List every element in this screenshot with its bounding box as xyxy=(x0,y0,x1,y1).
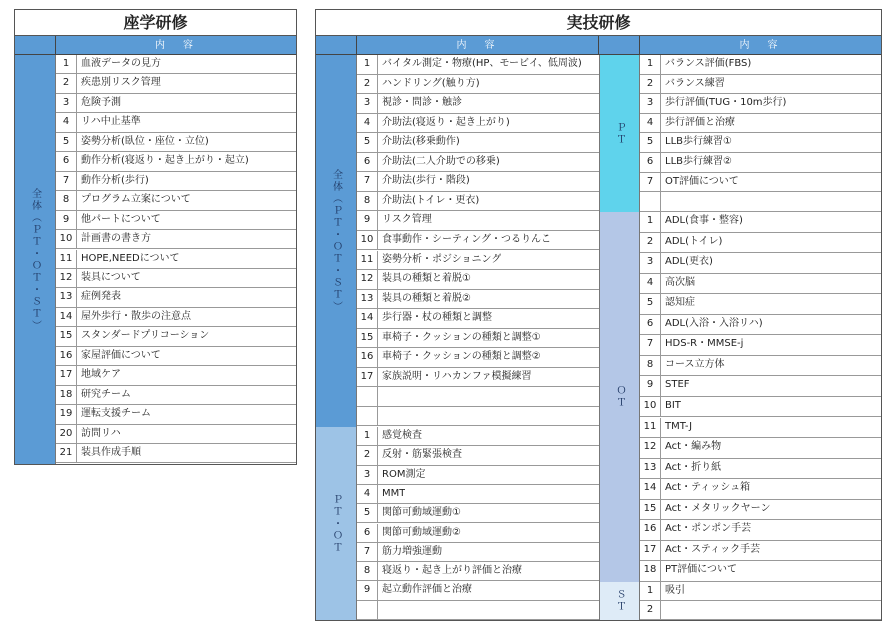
practical-pt-ot-row-text: 反射・筋緊張検査 xyxy=(382,449,462,461)
practical-category-pt: ＰＴ xyxy=(599,55,640,212)
practical-all-row xyxy=(357,348,599,368)
practical-ot-row-text: Act・折り紙 xyxy=(665,461,722,473)
practical-ot-row-number: 9 xyxy=(640,376,661,396)
practical-all-row xyxy=(357,75,599,95)
practical-all-row-text: 車椅子・クッションの種類と調整② xyxy=(382,351,541,363)
practical-pt-row-text: バランス評価(FBS) xyxy=(665,58,752,69)
practical-pt-row xyxy=(640,153,881,173)
lecture-row-text: HOPE,NEEDについて xyxy=(81,252,180,264)
practical-pt-ot-row-text: 寝返り・起き上がり評価と治療 xyxy=(382,565,522,577)
practical-pt-ot-row-text: 関節可動域運動① xyxy=(382,507,461,519)
lecture-row xyxy=(56,425,296,444)
lecture-row-text: 装具について xyxy=(81,271,141,283)
practical-pt-ot-row-number: 7 xyxy=(357,543,378,561)
practical-pt-ot-row-text: MMT xyxy=(382,487,406,499)
practical-all-row-text: 介助法(二人介助での移乗) xyxy=(382,155,500,167)
practical-all-row-text: 介助法(歩行・階段) xyxy=(382,175,470,187)
practical-pt-row-number: 4 xyxy=(640,114,661,133)
practical-pt-ot-row-text: 起立動作評価と治療 xyxy=(382,584,472,596)
practical-pt-ot-row-number: 1 xyxy=(357,427,378,445)
practical-pt-ot-row-text: ROM測定 xyxy=(382,468,426,480)
practical-pt-ot-row-number: 6 xyxy=(357,524,378,542)
practical-all-row-number: 7 xyxy=(357,172,378,191)
practical-pt-row-text: LLB歩行練習② xyxy=(665,156,732,167)
practical-all-row xyxy=(357,251,599,271)
practical-training-title: 実技研修 xyxy=(316,10,881,36)
practical-all-row-number: 10 xyxy=(357,231,378,250)
practical-ot-row xyxy=(640,376,881,397)
practical-ot-row-text: ADL(食事・整容) xyxy=(665,215,743,226)
practical-pt-row xyxy=(640,114,881,134)
lecture-row-number: 19 xyxy=(56,405,77,423)
practical-pt-ot-row xyxy=(357,466,599,485)
practical-all-row-text xyxy=(378,407,382,426)
lecture-row-number: 4 xyxy=(56,113,77,131)
practical-pt-ot-row xyxy=(357,446,599,465)
lecture-row xyxy=(56,347,296,366)
practical-all-row xyxy=(357,231,599,251)
practical-ot-row-text: TMT-J xyxy=(665,420,693,432)
practical-ot-row xyxy=(640,294,881,315)
practical-ot-row xyxy=(640,438,881,459)
practical-all-row-number: 6 xyxy=(357,153,378,172)
practical-ot-row xyxy=(640,520,881,541)
lecture-training-title: 座学研修 xyxy=(15,10,296,36)
lecture-row xyxy=(56,444,296,463)
practical-ot-row-number: 17 xyxy=(640,541,661,561)
practical-pt-ot-row-text: 関節可動域運動② xyxy=(382,526,461,538)
lecture-row-number: 10 xyxy=(56,230,77,248)
practical-ot-row-number: 12 xyxy=(640,438,661,458)
lecture-row-text: リハ中止基準 xyxy=(81,116,141,128)
practical-ot-row-number: 7 xyxy=(640,335,661,355)
practical-ot-row-text: ADL(トイレ) xyxy=(665,235,723,247)
lecture-row-number: 17 xyxy=(56,366,77,384)
practical-pt-ot-row-text: 感覚検査 xyxy=(382,430,422,441)
practical-pt-row xyxy=(640,133,881,153)
practical-pt-ot-row xyxy=(357,581,599,600)
practical-all-row xyxy=(357,290,599,310)
practical-pt-row xyxy=(640,75,881,95)
practical-pt-ot-row-text xyxy=(378,601,382,619)
practical-all-row xyxy=(357,94,599,114)
practical-st-row-number: 1 xyxy=(640,582,661,600)
practical-pt-row-number: 3 xyxy=(640,94,661,113)
practical-all-row-text: 装具の種類と着脱② xyxy=(382,292,471,304)
lecture-row xyxy=(56,133,296,152)
lecture-row xyxy=(56,405,296,424)
practical-st-row xyxy=(640,582,881,601)
practical-all-row-text: 食事動作・シーティング・つるりんこ xyxy=(382,233,551,245)
lecture-row-number: 3 xyxy=(56,94,77,112)
practical-ot-row-number: 13 xyxy=(640,459,661,479)
lecture-row-number: 18 xyxy=(56,386,77,404)
practical-category-pt-ot: ＰＴ・ＯＴ xyxy=(316,427,357,620)
practical-all-row-number: 5 xyxy=(357,133,378,152)
practical-all-row xyxy=(357,387,599,407)
lecture-row xyxy=(56,230,296,249)
practical-pt-ot-row-number: 8 xyxy=(357,562,378,580)
practical-all-row-number: 14 xyxy=(357,309,378,328)
practical-all-row xyxy=(357,153,599,173)
practical-pt-ot-row-number: 9 xyxy=(357,581,378,599)
practical-ot-row xyxy=(640,233,881,254)
lecture-row-number: 7 xyxy=(56,172,77,190)
lecture-row xyxy=(56,113,296,132)
practical-all-row-number: 1 xyxy=(357,55,378,74)
practical-all-row-number: 17 xyxy=(357,368,378,387)
practical-ot-row xyxy=(640,212,881,233)
lecture-row-text: 姿勢分析(臥位・座位・立位) xyxy=(81,135,209,147)
lecture-row xyxy=(56,386,296,405)
lecture-row xyxy=(56,172,296,191)
practical-category-ot: ＯＴ xyxy=(599,212,640,582)
practical-st-row-text: 吸引 xyxy=(665,585,685,596)
practical-ot-row xyxy=(640,500,881,521)
lecture-row-text: 訪問リハ xyxy=(81,427,121,439)
practical-ot-row-text: Act・メタリックヤーン xyxy=(665,502,771,514)
practical-all-row-text: 歩行器・杖の種類と調整 xyxy=(382,312,492,324)
lecture-row-text: 地域ケア xyxy=(81,369,121,381)
practical-ot-row-text: Act・スティック手芸 xyxy=(665,543,761,555)
lecture-row-number: 13 xyxy=(56,288,77,306)
practical-ot-row-number: 2 xyxy=(640,233,661,253)
lecture-row-number: 5 xyxy=(56,133,77,151)
lecture-row xyxy=(56,152,296,171)
practical-pt-row xyxy=(640,94,881,114)
lecture-row-text: 研究チーム xyxy=(81,388,131,400)
practical-all-row-number: 4 xyxy=(357,114,378,133)
practical-ot-row xyxy=(640,315,881,336)
practical-ot-row-text: Act・ポンポン手芸 xyxy=(665,523,752,535)
practical-pt-ot-row xyxy=(357,543,599,562)
practical-pt-ot-row xyxy=(357,524,599,543)
practical-all-row-text: ハンドリング(触り方) xyxy=(382,77,480,89)
practical-all-row-text: リスク管理 xyxy=(382,214,432,226)
practical-ot-row xyxy=(640,356,881,377)
lecture-header-blank xyxy=(15,36,56,55)
practical-ot-row-text: ADL(入浴・入浴リハ) xyxy=(665,317,763,329)
practical-all-row-number: 15 xyxy=(357,329,378,348)
practical-pt-ot-row-number: 5 xyxy=(357,504,378,522)
practical-ot-row xyxy=(640,274,881,295)
lecture-row-text: 動作分析(歩行) xyxy=(81,174,149,186)
practical-pt-ot-row-number xyxy=(357,601,378,619)
practical-pt-row-text: バランス練習 xyxy=(665,77,725,89)
practical-all-row-text xyxy=(378,387,382,406)
lecture-row-number: 15 xyxy=(56,327,77,345)
practical-all-row-number xyxy=(357,407,378,426)
practical-all-row-text: 介助法(移乗動作) xyxy=(382,136,460,148)
practical-pt-row-text: OT評価について xyxy=(665,175,739,187)
practical-st-row-text xyxy=(661,601,665,619)
practical-ot-row xyxy=(640,397,881,418)
lecture-row-text: 装具作成手順 xyxy=(81,447,141,458)
practical-pt-row-number xyxy=(640,192,661,211)
practical-category-all: 全体（ＰＴ・ＯＴ・ＳＴ） xyxy=(316,55,357,427)
practical-all-row-number xyxy=(357,387,378,406)
practical-ot-row xyxy=(640,479,881,500)
practical-pt-row-number: 7 xyxy=(640,173,661,192)
lecture-row-text: 屋外歩行・散歩の注意点 xyxy=(81,310,191,322)
practical-ot-row-number: 6 xyxy=(640,315,661,335)
practical-category-st: ＳＴ xyxy=(599,582,640,620)
practical-all-row xyxy=(357,211,599,231)
practical-ot-row-number: 14 xyxy=(640,479,661,499)
lecture-row-number: 12 xyxy=(56,269,77,287)
practical-ot-row-text: 高次脳 xyxy=(665,276,695,288)
practical-all-row-text: 車椅子・クッションの種類と調整① xyxy=(382,331,541,343)
practical-pt-ot-row xyxy=(357,504,599,523)
practical-ot-row-number: 8 xyxy=(640,356,661,376)
practical-ot-row-number: 10 xyxy=(640,397,661,417)
lecture-training-panel xyxy=(14,9,297,465)
lecture-row-text: 計画書の書き方 xyxy=(81,233,151,245)
lecture-row xyxy=(56,269,296,288)
practical-pt-ot-row xyxy=(357,562,599,581)
practical-st-row xyxy=(640,601,881,620)
practical-ot-row-number: 5 xyxy=(640,294,661,314)
lecture-row-text: 危険予測 xyxy=(81,96,121,108)
lecture-row-text: スタンダードプリコーション xyxy=(81,330,210,342)
practical-pt-ot-row-number: 4 xyxy=(357,485,378,503)
practical-ot-row xyxy=(640,418,881,439)
lecture-row xyxy=(56,327,296,346)
practical-all-row-number: 2 xyxy=(357,75,378,94)
lecture-row-number: 6 xyxy=(56,152,77,170)
practical-ot-row-number: 3 xyxy=(640,253,661,273)
practical-all-row-number: 13 xyxy=(357,290,378,309)
lecture-row-number: 14 xyxy=(56,308,77,326)
lecture-header-content: 内 容 xyxy=(56,36,296,55)
lecture-row-number: 11 xyxy=(56,250,77,268)
practical-all-row xyxy=(357,368,599,388)
practical-pt-row xyxy=(640,192,881,212)
practical-ot-row-text: PT評価について xyxy=(665,564,737,576)
practical-pt-row xyxy=(640,173,881,193)
practical-training-panel xyxy=(315,9,882,621)
practical-ot-row xyxy=(640,541,881,562)
lecture-row-number: 16 xyxy=(56,347,77,365)
practical-pt-row-number: 5 xyxy=(640,133,661,152)
practical-all-row-text: 視診・問診・触診 xyxy=(382,97,462,109)
practical-all-row xyxy=(357,172,599,192)
practical-pt-row-text xyxy=(661,192,665,211)
lecture-row-text: 家屋評価について xyxy=(81,349,161,361)
lecture-row-number: 1 xyxy=(56,55,77,73)
practical-all-row xyxy=(357,270,599,290)
practical-ot-row-text: 認知症 xyxy=(665,297,695,309)
lecture-row xyxy=(56,94,296,113)
lecture-row-number: 9 xyxy=(56,211,77,229)
practical-header-blank-left xyxy=(316,36,357,55)
practical-ot-row xyxy=(640,335,881,356)
lecture-row xyxy=(56,211,296,230)
lecture-row-number: 2 xyxy=(56,74,77,92)
lecture-row xyxy=(56,288,296,307)
practical-pt-row xyxy=(640,55,881,75)
practical-all-row-text: バイタル測定・物療(HP、モービイ、低周波) xyxy=(382,58,582,69)
practical-all-row-text: 介助法(寝返り・起き上がり) xyxy=(382,116,510,128)
practical-all-row-text: 介助法(トイレ・更衣) xyxy=(382,194,480,206)
practical-pt-ot-row-number: 3 xyxy=(357,466,378,484)
practical-ot-row-number: 18 xyxy=(640,561,661,581)
practical-all-row-number: 16 xyxy=(357,348,378,367)
lecture-row-number: 21 xyxy=(56,444,77,462)
lecture-row-number: 8 xyxy=(56,191,77,209)
practical-pt-row-text: 歩行評価(TUG・10m歩行) xyxy=(665,97,787,109)
practical-pt-ot-row-text: 筋力増強運動 xyxy=(382,545,442,557)
practical-ot-row-text: ADL(更衣) xyxy=(665,256,713,268)
practical-ot-row-text: HDS-R・MMSE-j xyxy=(665,338,744,350)
lecture-row xyxy=(56,191,296,210)
practical-all-row-number: 8 xyxy=(357,192,378,211)
lecture-row xyxy=(56,308,296,327)
practical-ot-row xyxy=(640,561,881,582)
lecture-row-number: 20 xyxy=(56,425,77,443)
practical-ot-row-number: 16 xyxy=(640,520,661,540)
practical-all-row-text: 家族説明・リハカンファ模擬練習 xyxy=(382,370,532,382)
lecture-row-text: 他パートについて xyxy=(81,213,161,225)
practical-pt-ot-row xyxy=(357,427,599,446)
practical-all-row-number: 11 xyxy=(357,251,378,270)
practical-all-row xyxy=(357,407,599,427)
lecture-row-text: 疾患別リスク管理 xyxy=(81,77,161,89)
practical-ot-row xyxy=(640,459,881,480)
practical-header-content-left: 内 容 xyxy=(357,36,599,55)
practical-pt-ot-row-number: 2 xyxy=(357,446,378,464)
practical-ot-row-text: STEF xyxy=(665,379,690,391)
practical-all-row-number: 12 xyxy=(357,270,378,289)
practical-all-row-text: 装具の種類と着脱① xyxy=(382,273,471,285)
practical-ot-row-text: Act・ティッシュ箱 xyxy=(665,482,751,494)
practical-ot-row-text: コース立方体 xyxy=(665,358,725,370)
practical-pt-row-number: 1 xyxy=(640,55,661,74)
lecture-row xyxy=(56,74,296,93)
lecture-category-all: 全体（ＰＴ・ＯＴ・ＳＴ） xyxy=(15,55,56,464)
lecture-row-text: 動作分析(寝返り・起き上がり・起立) xyxy=(81,155,249,167)
practical-all-row xyxy=(357,55,599,75)
lecture-row-text: プログラム立案について xyxy=(81,194,191,206)
practical-all-row-number: 9 xyxy=(357,211,378,230)
lecture-row-text: 症例発表 xyxy=(81,291,121,303)
practical-ot-row-text: BIT xyxy=(665,399,681,411)
practical-pt-row-number: 2 xyxy=(640,75,661,94)
practical-ot-row-text: Act・編み物 xyxy=(665,441,722,453)
practical-all-row xyxy=(357,192,599,212)
practical-pt-ot-row xyxy=(357,601,599,620)
practical-st-row-number: 2 xyxy=(640,601,661,619)
lecture-row xyxy=(56,55,296,74)
practical-ot-row-number: 15 xyxy=(640,500,661,520)
lecture-row-text: 血液データの見方 xyxy=(81,58,161,69)
practical-pt-row-number: 6 xyxy=(640,153,661,172)
practical-ot-row-number: 11 xyxy=(640,418,661,438)
practical-all-row xyxy=(357,329,599,349)
practical-all-row xyxy=(357,133,599,153)
practical-header-blank-right xyxy=(599,36,640,55)
practical-ot-row-number: 1 xyxy=(640,212,661,232)
lecture-row-text: 運転支援チーム xyxy=(81,408,151,420)
practical-ot-row xyxy=(640,253,881,274)
practical-header-content-right: 内 容 xyxy=(640,36,881,55)
practical-pt-ot-row xyxy=(357,485,599,504)
practical-pt-row-text: LLB歩行練習① xyxy=(665,136,732,148)
practical-pt-row-text: 歩行評価と治療 xyxy=(665,116,735,128)
practical-all-row-number: 3 xyxy=(357,94,378,113)
lecture-row xyxy=(56,250,296,269)
lecture-row xyxy=(56,366,296,385)
practical-all-row xyxy=(357,114,599,134)
practical-ot-row-number: 4 xyxy=(640,274,661,294)
practical-all-row-text: 姿勢分析・ポジショニング xyxy=(382,253,502,265)
practical-all-row xyxy=(357,309,599,329)
